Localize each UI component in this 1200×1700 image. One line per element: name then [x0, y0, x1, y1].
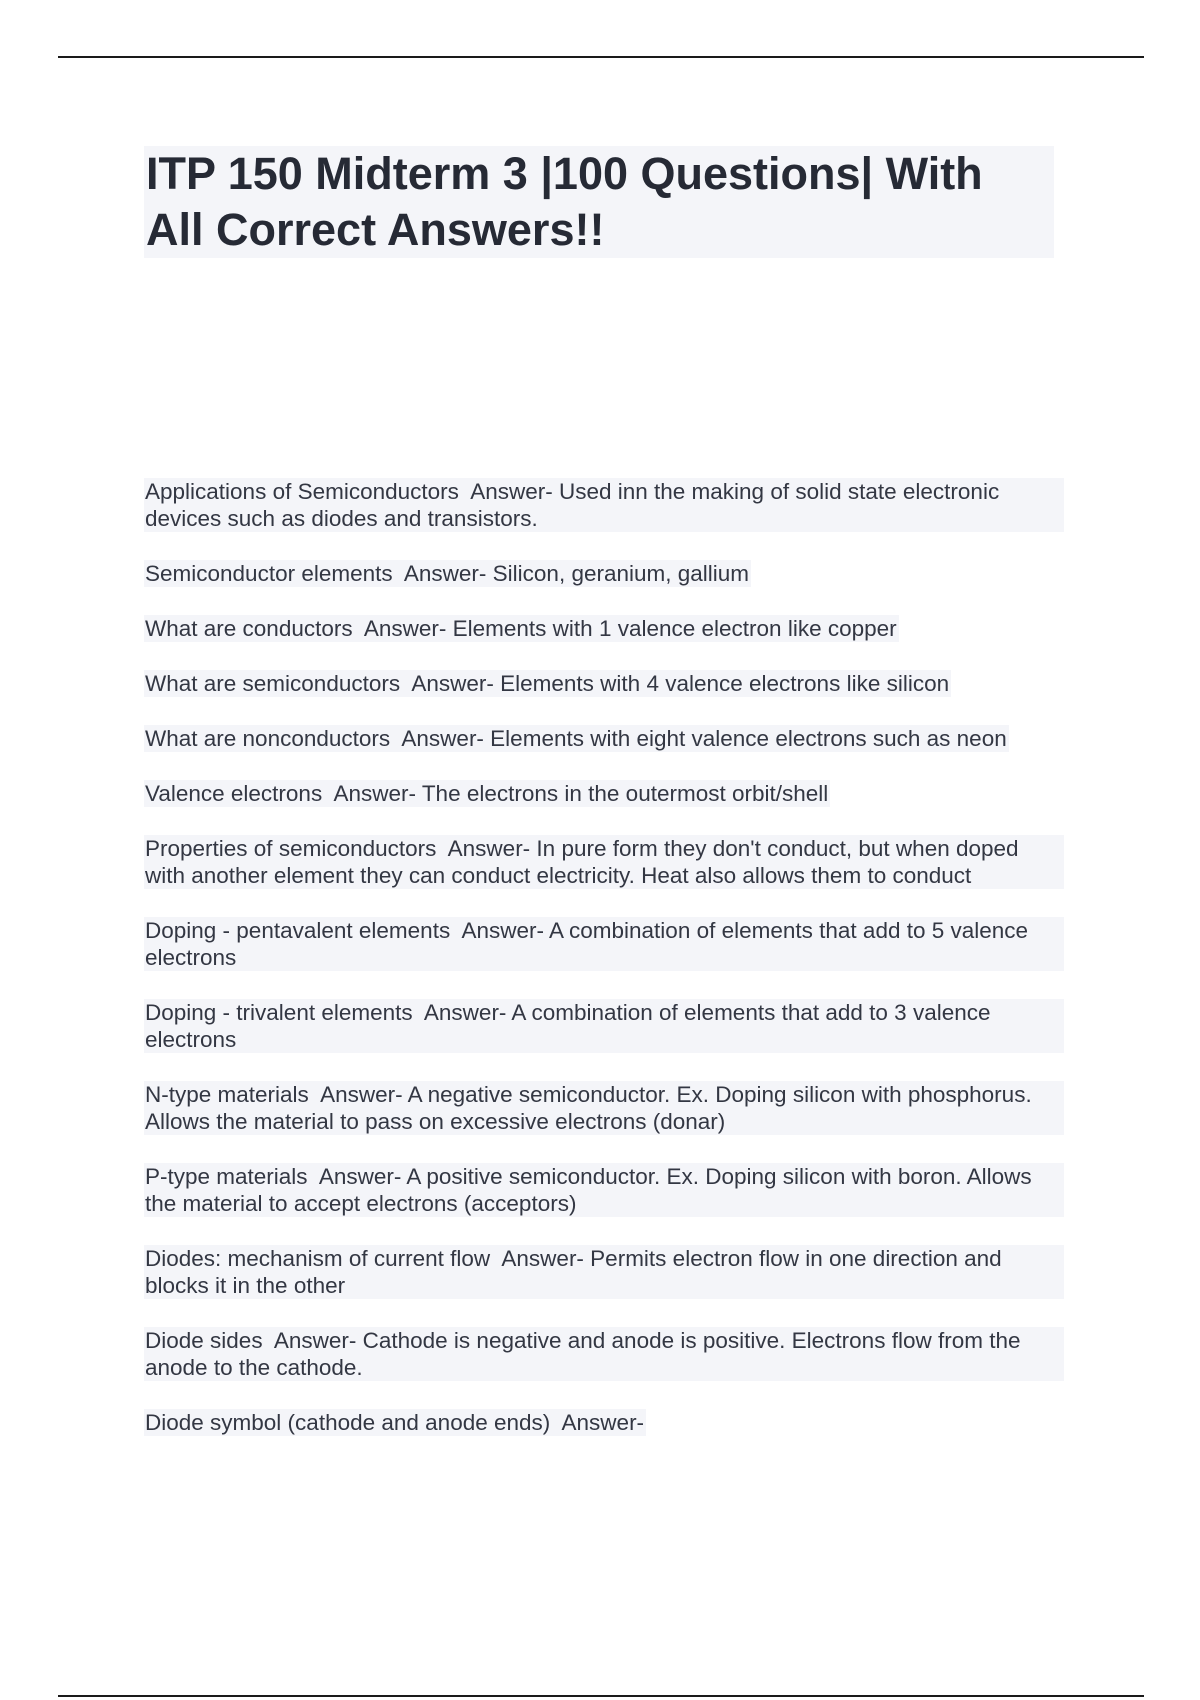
question-text: Applications of Semiconductors: [145, 479, 459, 504]
answer-text: Answer- A positive semiconductor. Ex. Doping silicon with boron. Allows the material to accept electrons (acceptors): [145, 1164, 1032, 1216]
qa-item: [144, 917, 1064, 999]
question-text: Valence electrons: [145, 781, 323, 806]
question-text: Doping - trivalent elements: [145, 1000, 413, 1025]
question-text: What are nonconductors: [145, 726, 391, 751]
answer-text: Answer- In pure form they don't conduct, but when doped with another element they can conduct electricity. Heat also allows them to conduct: [145, 836, 1019, 888]
answer-text: Answer- A negative semiconductor. Ex. Doping silicon with phosphorus. Allows the material to pass on excessive electrons (donar): [145, 1082, 1032, 1134]
question-text: What are conductors: [145, 616, 353, 641]
question-text: P-type materials: [145, 1164, 308, 1189]
qa-item: [144, 780, 1064, 835]
answer-text: Answer- Elements with 1 valence electron like copper: [363, 616, 897, 641]
answer-text: Answer- Elements with eight valence electrons such as neon: [401, 726, 1007, 751]
qa-item: [144, 1327, 1064, 1409]
question-text: N-type materials: [145, 1082, 309, 1107]
answer-text: Answer- The electrons in the outermost orbit/shell: [333, 781, 829, 806]
answer-text: Answer- Permits electron flow in one direction and blocks it in the other: [145, 1246, 1002, 1298]
bottom-rule: [58, 1695, 1144, 1697]
qa-item: [144, 615, 1064, 670]
qa-item: [144, 670, 1064, 725]
title-block: [144, 146, 1054, 258]
qa-item: [144, 1409, 1064, 1464]
qa-item: [144, 478, 1064, 560]
qa-item: [144, 999, 1064, 1081]
qa-item: [144, 560, 1064, 615]
question-text: Semiconductor elements: [145, 561, 393, 586]
answer-text: Answer- Elements with 4 valence electrons like silicon: [411, 671, 950, 696]
question-text: What are semiconductors: [145, 671, 401, 696]
qa-item: [144, 1081, 1064, 1163]
question-text: Diode sides: [145, 1328, 263, 1353]
answer-text: Answer- Cathode is negative and anode is positive. Electrons flow from the anode to the cathode.: [145, 1328, 1021, 1380]
qa-item: [144, 725, 1064, 780]
top-rule: [58, 56, 1144, 58]
qa-item: [144, 1245, 1064, 1327]
qa-list: [144, 478, 1064, 1464]
question-text: Properties of semiconductors: [145, 836, 437, 861]
question-text: Doping - pentavalent elements: [145, 918, 451, 943]
qa-item: [144, 835, 1064, 917]
answer-text: Answer- A combination of elements that add to 5 valence electrons: [145, 918, 1029, 970]
document-title: ITP 150 Midterm 3 |100 Questions| With All Correct Answers!!: [146, 148, 983, 255]
answer-text: Answer- A combination of elements that add to 3 valence electrons: [145, 1000, 991, 1052]
question-text: Diodes: mechanism of current flow: [145, 1246, 491, 1271]
answer-text: Answer-: [561, 1410, 645, 1435]
answer-text: Answer- Used inn the making of solid state electronic devices such as diodes and transistors.: [145, 479, 1000, 531]
qa-item: [144, 1163, 1064, 1245]
question-text: Diode symbol (cathode and anode ends): [145, 1410, 551, 1435]
answer-text: Answer- Silicon, geranium, gallium: [403, 561, 750, 586]
